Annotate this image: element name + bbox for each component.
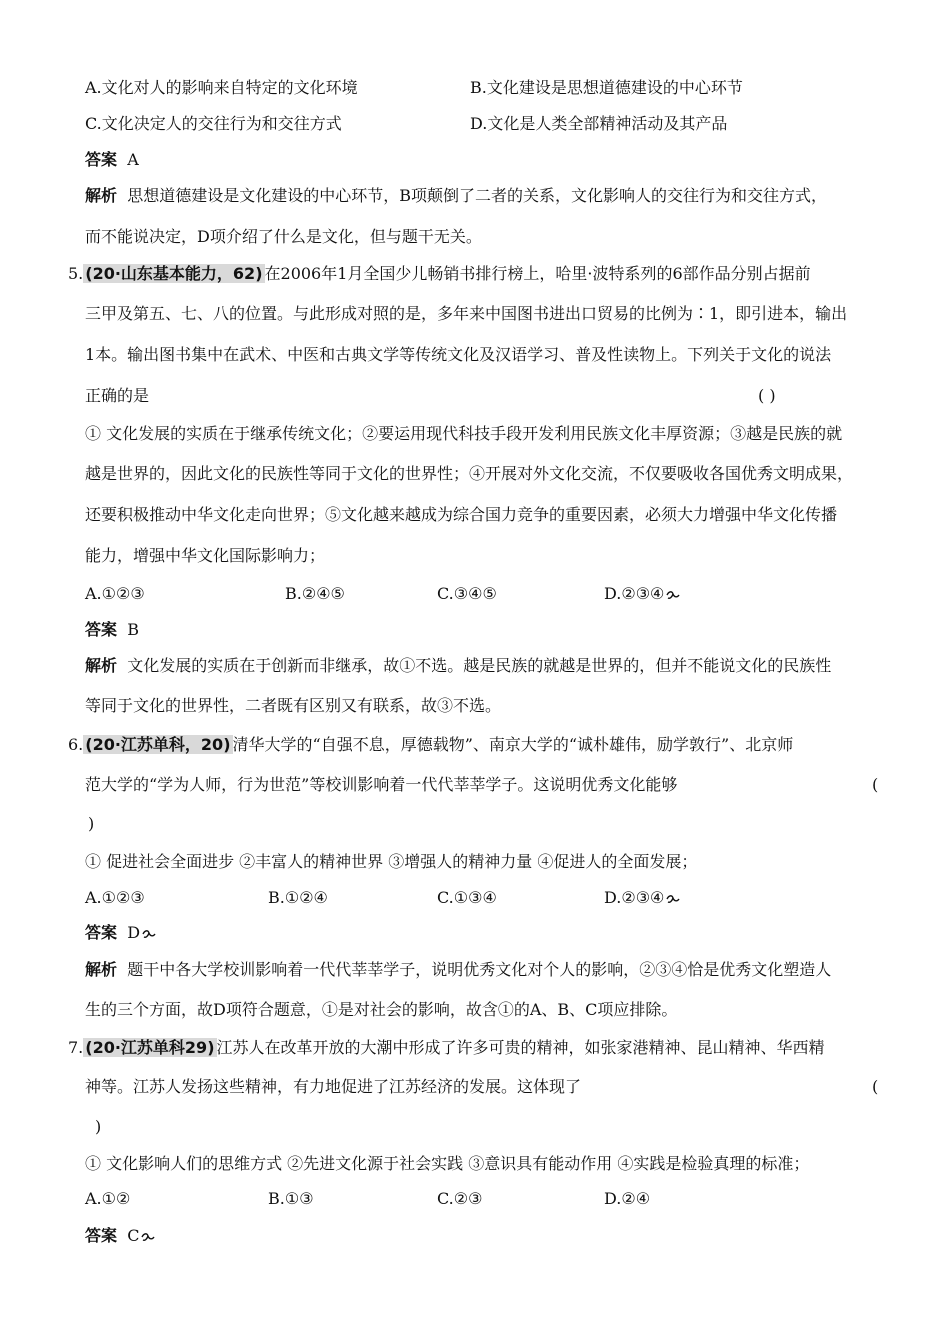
- q6-items: ① 促进社会全面进步 ②丰富人的精神世界 ③增强人的精神力量 ④促进人的全面发展；: [85, 852, 698, 871]
- answer-value: D: [127, 923, 141, 942]
- q7-option-b: B.①③: [268, 1189, 314, 1208]
- q5-stem-line-1: [68, 264, 811, 284]
- analysis-text: 文化发展的实质在于创新而非继承，故①不选。越是民族的就越是世界的，但并不能说文化的民族性: [127, 656, 832, 675]
- q7-items: ① 文化影响人们的思维方式 ②先进文化源于社会实践 ③意识具有能动作用 ④实践是检验真理的标准；: [85, 1154, 810, 1173]
- q6-analysis-line-1: [85, 960, 831, 980]
- answer-value: A: [127, 150, 139, 169]
- stem-text: 在2006年1月全国少儿畅销书排行榜上，哈里·波特系列的6部作品分别占据前: [264, 264, 811, 283]
- answer-label: 答案: [85, 150, 118, 169]
- q5-option-d: [604, 584, 680, 604]
- q5-items-line-3: 还要积极推动中华文化走向世界；⑤文化越来越成为综合国力竞争的重要因素，必须大力增强中华文化传播: [85, 505, 838, 524]
- q4-option-a: A.文化对人的影响来自特定的文化环境: [85, 78, 358, 97]
- q4-analysis-line-1: [85, 186, 827, 206]
- q6-stem-line-1: [68, 735, 793, 755]
- q6-bracket-open: (: [872, 775, 879, 794]
- answer-label: 答案: [85, 620, 118, 639]
- analysis-label: 解析: [85, 656, 118, 675]
- q6-option-a: A.①②③: [85, 888, 145, 907]
- q7-option-c: C.②③: [437, 1189, 483, 1208]
- q7-option-d: D.②④: [604, 1189, 651, 1208]
- q7-bracket-close: ): [95, 1117, 102, 1136]
- q6-stem-line-2: 范大学的“学为人师，行为世范”等校训影响着一代代莘莘学子。这说明优秀文化能够: [85, 775, 678, 794]
- q5-option-a: A.①②③: [85, 584, 145, 603]
- ornament-icon: [666, 894, 680, 904]
- q6-analysis-line-2: 生的三个方面，故D项符合题意，①是对社会的影响，故含①的A、B、C项应排除。: [85, 1000, 678, 1019]
- q5-stem-line-2: 三甲及第五、七、八的位置。与此形成对照的是，多年来中国图书进出口贸易的比例为∶1，即引进本，输出: [85, 304, 848, 323]
- answer-value: B: [127, 620, 139, 639]
- q6-bracket-close: ): [88, 814, 95, 833]
- q5-items-line-4: 能力，增强中华文化国际影响力；: [85, 546, 326, 565]
- q7-stem-line-2: 神等。江苏人发扬这些精神，有力地促进了江苏经济的发展。这体现了: [85, 1077, 582, 1096]
- question-source: (20·山东基本能力，62): [85, 264, 263, 283]
- q6-answer-row: [85, 923, 156, 943]
- question-number: 5.: [68, 264, 84, 283]
- q7-answer-row: [85, 1226, 155, 1246]
- stem-text: 江苏人在改革开放的大潮中形成了许多可贵的精神，如张家港精神、昆山精神、华西精: [216, 1038, 825, 1057]
- q4-answer-row: [85, 150, 139, 170]
- analysis-text: 题干中各大学校训影响着一代代莘莘学子，说明优秀文化对个人的影响，②③④恰是优秀文化塑造人: [127, 960, 832, 979]
- q5-answer-row: [85, 620, 139, 640]
- q5-option-c: C.③④⑤: [437, 584, 497, 603]
- stem-text: 清华大学的“自强不息，厚德载物”、南京大学的“诚朴雄伟，励学敦行”、北京师: [232, 735, 794, 754]
- q6-option-d: [604, 888, 680, 908]
- answer-label: 答案: [85, 923, 118, 942]
- question-source: (20·江苏单科29): [85, 1038, 215, 1057]
- q5-items-line-2: 越是世界的，因此文化的民族性等同于文化的世界性；④开展对外文化交流，不仅要吸收各国优秀文明成果，: [85, 464, 854, 483]
- q5-analysis-line-2: 等同于文化的世界性，二者既有区别又有联系，故③不选。: [85, 696, 502, 715]
- ornament-icon: [141, 1232, 155, 1242]
- q4-option-c: C.文化决定人的交往行为和交往方式: [85, 114, 342, 133]
- q4-option-b: B.文化建设是思想道德建设的中心环节: [470, 78, 743, 97]
- ornament-icon: [142, 929, 156, 939]
- q4-analysis-line-2: 而不能说决定，D项介绍了什么是文化，但与题干无关。: [85, 227, 482, 246]
- q5-option-b: B.②④⑤: [285, 584, 345, 603]
- question-source: (20·江苏单科，20): [85, 735, 231, 754]
- q7-bracket-open: (: [872, 1077, 879, 1096]
- q5-stem-line-3: 1本。输出图书集中在武术、中医和古典文学等传统文化及汉语学习、普及性读物上。下列关于文化的说法: [85, 345, 832, 364]
- q7-stem-line-1: [68, 1038, 825, 1058]
- answer-value: C: [127, 1226, 140, 1245]
- analysis-text: 思想道德建设是文化建设的中心环节，B项颠倒了二者的关系，文化影响人的交往行为和交往方式，: [127, 186, 827, 205]
- q5-stem-line-4: 正确的是: [85, 386, 150, 405]
- option-text: D.②③④: [604, 584, 665, 603]
- analysis-label: 解析: [85, 186, 118, 205]
- q5-analysis-line-1: [85, 656, 831, 676]
- answer-label: 答案: [85, 1226, 118, 1245]
- question-number: 6.: [68, 735, 84, 754]
- q5-items-line-1: ① 文化发展的实质在于继承传统文化；②要运用现代科技手段开发利用民族文化丰厚资源；③越是民族的就: [85, 424, 843, 443]
- q6-option-c: C.①③④: [437, 888, 497, 907]
- q6-option-b: B.①②④: [268, 888, 328, 907]
- analysis-label: 解析: [85, 960, 118, 979]
- q7-option-a: A.①②: [85, 1189, 131, 1208]
- q4-option-d: D.文化是人类全部精神活动及其产品: [470, 114, 728, 133]
- q5-answer-bracket: ( ): [758, 386, 776, 405]
- ornament-icon: [666, 590, 680, 600]
- question-number: 7.: [68, 1038, 84, 1057]
- option-text: D.②③④: [604, 888, 665, 907]
